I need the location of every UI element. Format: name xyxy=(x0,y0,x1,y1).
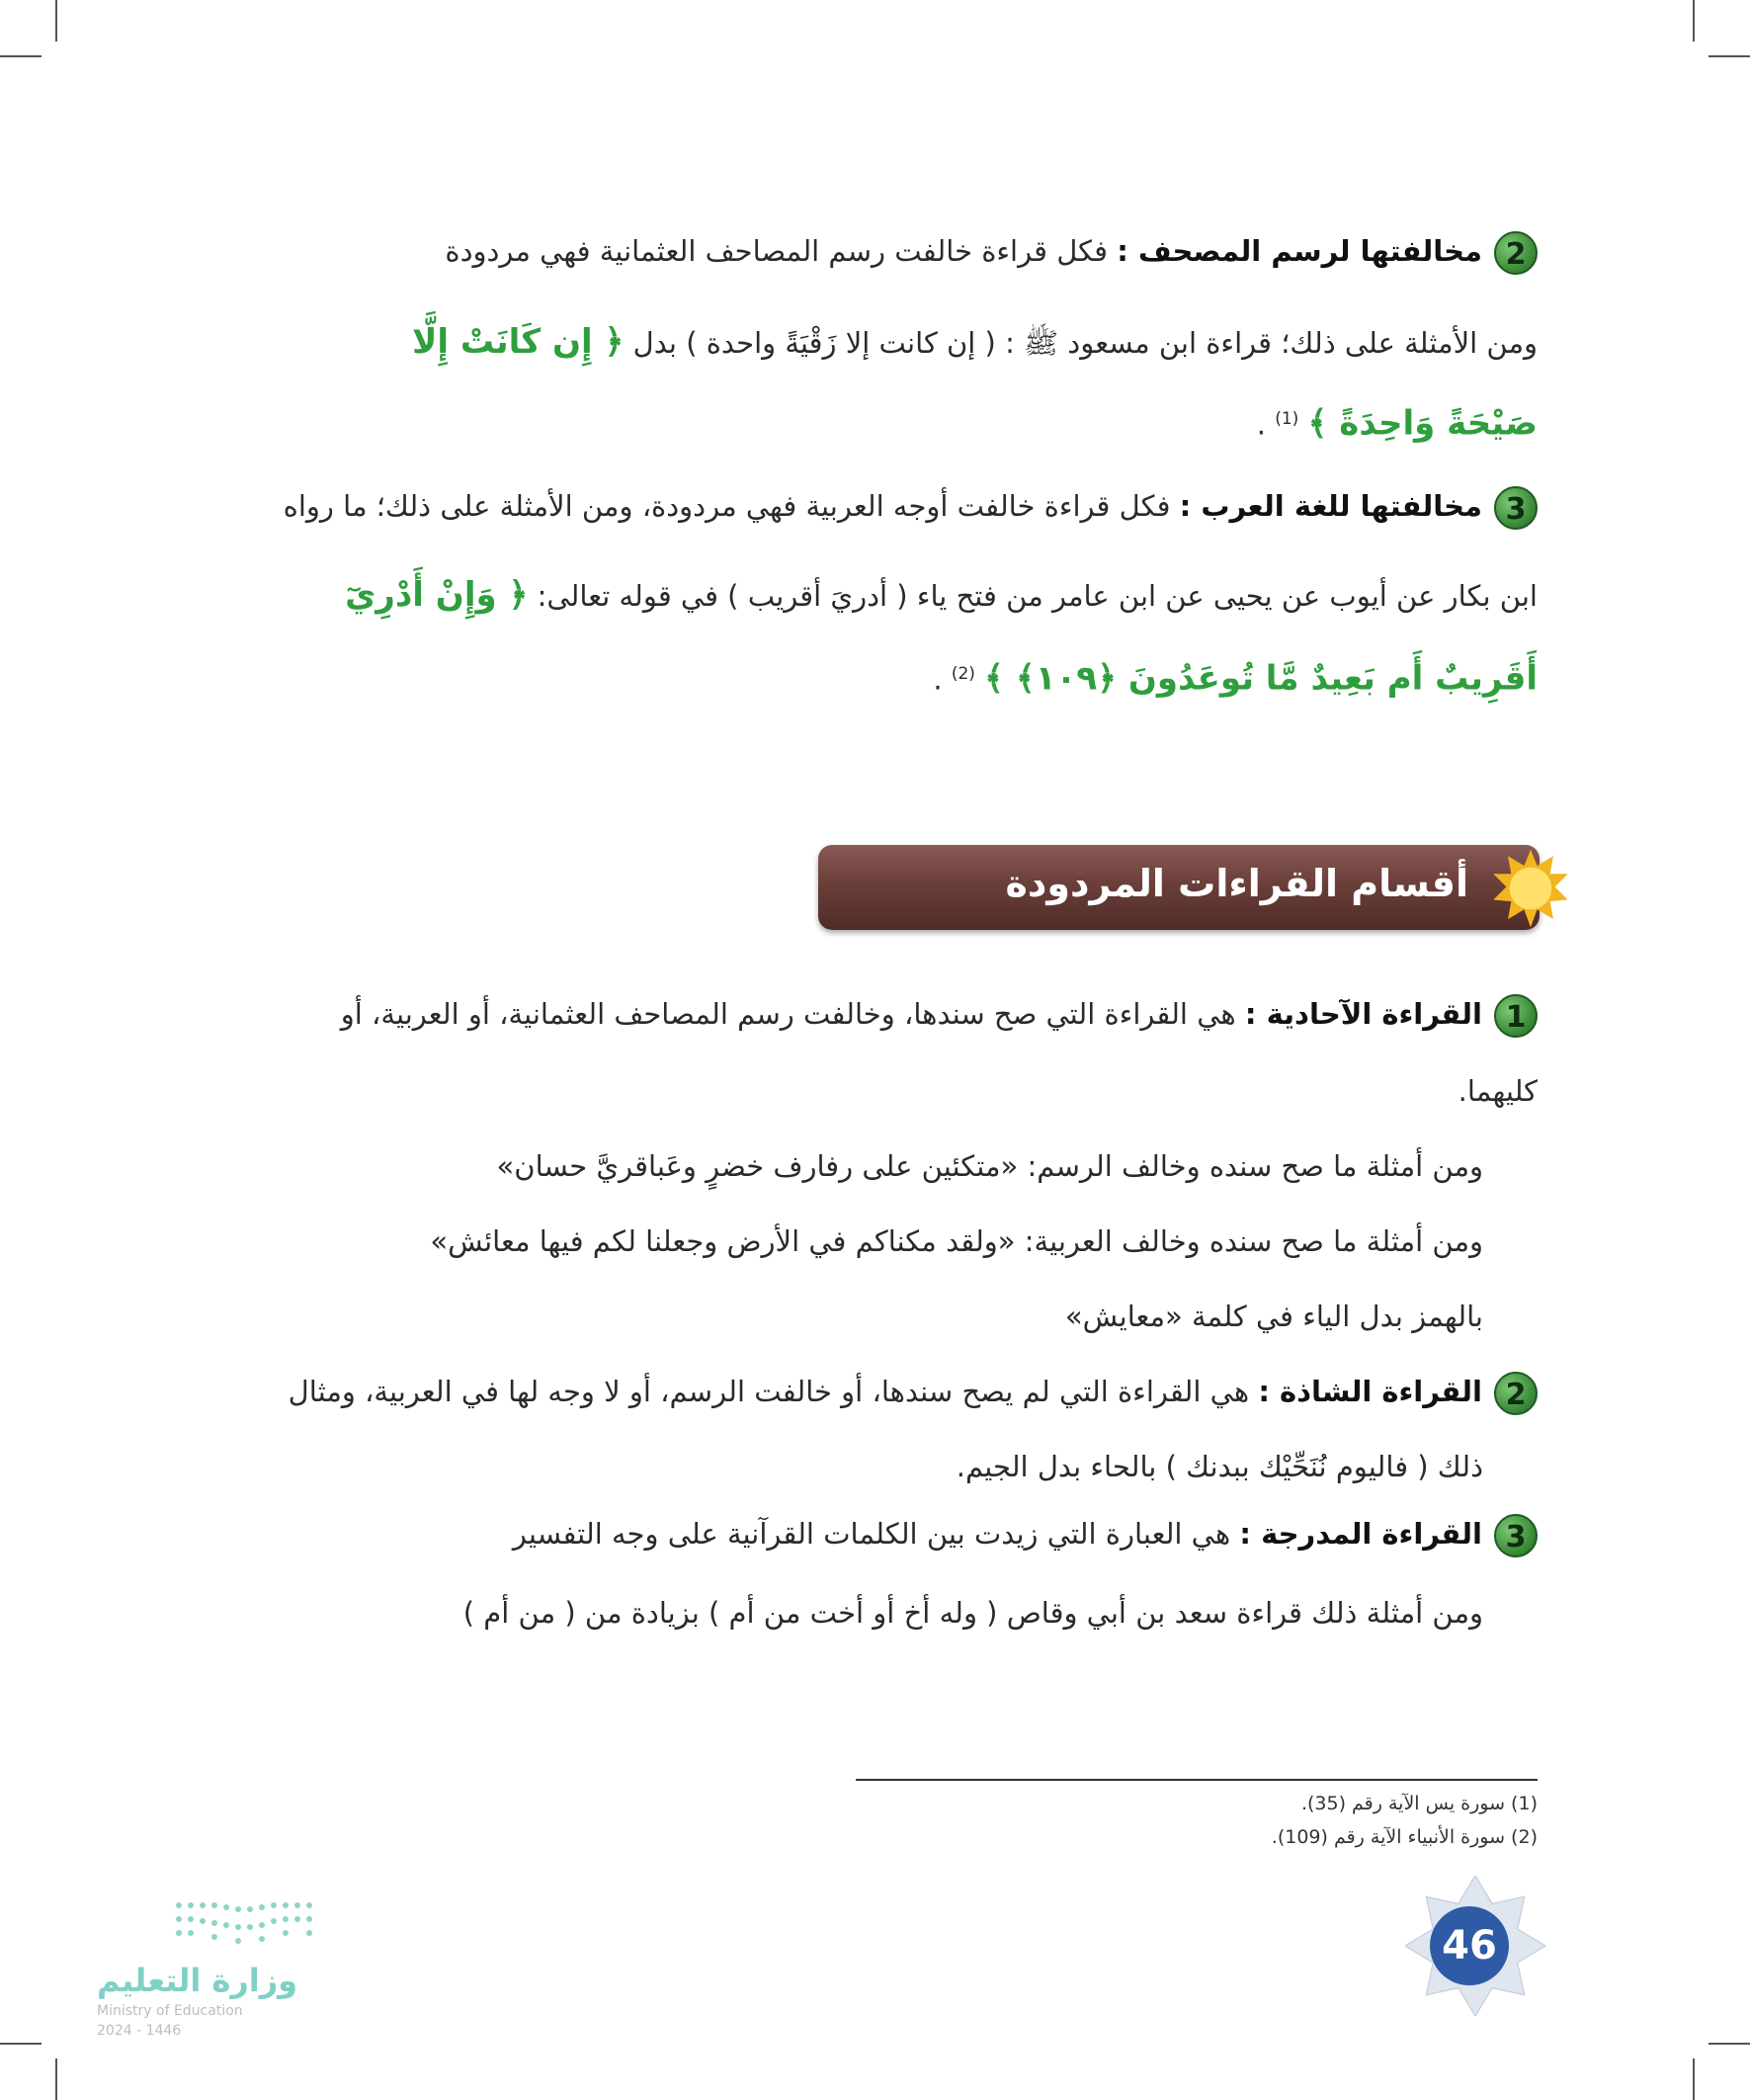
footnote-1: (1) سورة يس الآية رقم (35). xyxy=(1300,1793,1538,1814)
section3-example xyxy=(213,573,1538,618)
quran-verse: ﴿ إِن كَانَتْ إِلَّا xyxy=(412,322,625,362)
section3-title: مخالفتها للغة العرب : xyxy=(1179,489,1482,523)
section2-example xyxy=(213,320,1538,365)
footnote-ref: (1) xyxy=(1275,409,1299,429)
crop-mark xyxy=(1708,55,1750,57)
ministry-logo-year: 2024 - 1446 xyxy=(97,2023,182,2039)
crop-mark xyxy=(1708,2043,1750,2045)
item1-heading xyxy=(213,992,1538,1038)
ministry-logo-icon xyxy=(171,1897,321,1947)
item-title: القراءة الآحادية : xyxy=(1244,997,1482,1031)
number-badge: 2 xyxy=(1494,231,1538,275)
crop-mark xyxy=(1693,2058,1695,2100)
section3-text: فكل قراءة خالفت أوجه العربية فهي مردودة، ومن الأمثلة على ذلك؛ ما رواه xyxy=(283,489,1171,523)
section2-verse: صَيْحَةً وَاحِدَةً ﴾ $^{(1)}$ . xyxy=(1256,403,1538,444)
item3-example xyxy=(208,1591,1483,1635)
quran-verse: ﴿ وَإِنْ أَدْرِيٓ xyxy=(345,575,529,615)
section2-heading xyxy=(213,229,1538,275)
item-title: القراءة المدرجة : xyxy=(1239,1517,1482,1551)
item-text: كليهما. xyxy=(1458,1074,1538,1108)
footnote-2: (2) سورة الأنبياء الآية رقم (109). xyxy=(1271,1826,1538,1848)
example-text: ومن أمثلة ذلك قراءة سعد بن أبي وقاص ( وله أخ أو أخت من أم ) بزيادة من ( من أم ) xyxy=(462,1596,1483,1630)
crop-mark xyxy=(55,2058,57,2100)
item1-example1 xyxy=(208,1144,1483,1188)
item-text: هي العبارة التي زيدت بين الكلمات القرآنية على وجه التفسير xyxy=(512,1517,1231,1551)
section3-verse: أَقَرِيبٌ أَم بَعِيدٌ مَّا تُوعَدُونَ ﴿١٠٩﴾ ﴾ $^{(2)}$ . xyxy=(933,658,1538,699)
item2-cont xyxy=(208,1445,1483,1488)
footnote-ref: (2) xyxy=(951,664,975,684)
crop-mark xyxy=(1693,0,1695,42)
number-badge: 3 xyxy=(1494,486,1538,530)
number-badge: 1 xyxy=(1494,994,1538,1038)
item2-heading xyxy=(213,1370,1538,1415)
example-text: ومن أمثلة ما صح سنده وخالف العربية: «ولقد مكناكم في الأرض وجعلنا لكم فيها معائش» xyxy=(430,1224,1483,1258)
ministry-logo-english: Ministry of Education xyxy=(97,2003,243,2019)
ministry-logo-arabic: وزارة التعليم xyxy=(97,1962,298,1999)
section-header-title: أقسام القراءات المردودة xyxy=(1005,862,1468,905)
crop-mark xyxy=(55,0,57,42)
example-text: ومن أمثلة ما صح سنده وخالف الرسم: «متكئين على رفارف خضرٍ وعَباقريَّ حسان» xyxy=(496,1149,1483,1183)
quran-verse: أَقَرِيبٌ أَم بَعِيدٌ مَّا تُوعَدُونَ ﴿١٠٩﴾ ﴾ xyxy=(984,658,1538,699)
example-text: ومن الأمثلة على ذلك؛ قراءة ابن مسعود ﷺ : ( إن كانت إلا زَقْيَةً واحدة ) بدل xyxy=(632,326,1538,360)
quran-verse: صَيْحَةً وَاحِدَةً ﴾ xyxy=(1307,403,1538,444)
section2-title: مخالفتها لرسم المصحف : xyxy=(1117,234,1482,268)
crop-mark xyxy=(0,2043,42,2045)
footnote-rule xyxy=(856,1779,1538,1781)
item-text: ذلك ( فاليوم نُنَحِّيْك ببدنك ) بالحاء بدل الجيم. xyxy=(956,1450,1483,1483)
section3-heading xyxy=(213,484,1538,530)
item1-example3 xyxy=(208,1295,1483,1338)
item3-heading xyxy=(213,1512,1538,1557)
section2-text: فكل قراءة خالفت رسم المصاحف العثمانية فهي مردودة xyxy=(445,234,1109,268)
item1-example2 xyxy=(208,1219,1483,1263)
example-text: ابن بكار عن أيوب عن يحيى عن ابن عامر من فتح ياء ( أدريَ أقريب ) في قوله تعالى: xyxy=(537,579,1538,613)
number-badge: 3 xyxy=(1494,1514,1538,1557)
number-badge: 2 xyxy=(1494,1372,1538,1415)
item1-cont xyxy=(213,1069,1538,1113)
crop-mark xyxy=(0,55,42,57)
item-title: القراءة الشاذة : xyxy=(1258,1375,1482,1408)
page-number: 46 xyxy=(1430,1906,1509,1985)
example-text: بالهمز بدل الياء في كلمة «معايش» xyxy=(1064,1300,1483,1333)
item-text: هي القراءة التي صح سندها، وخالفت رسم المصاحف العثمانية، أو العربية، أو xyxy=(340,997,1236,1031)
sun-icon xyxy=(1490,848,1571,929)
item-text: هي القراءة التي لم يصح سندها، أو خالفت الرسم، أو لا وجه لها في العربية، ومثال xyxy=(288,1375,1250,1408)
